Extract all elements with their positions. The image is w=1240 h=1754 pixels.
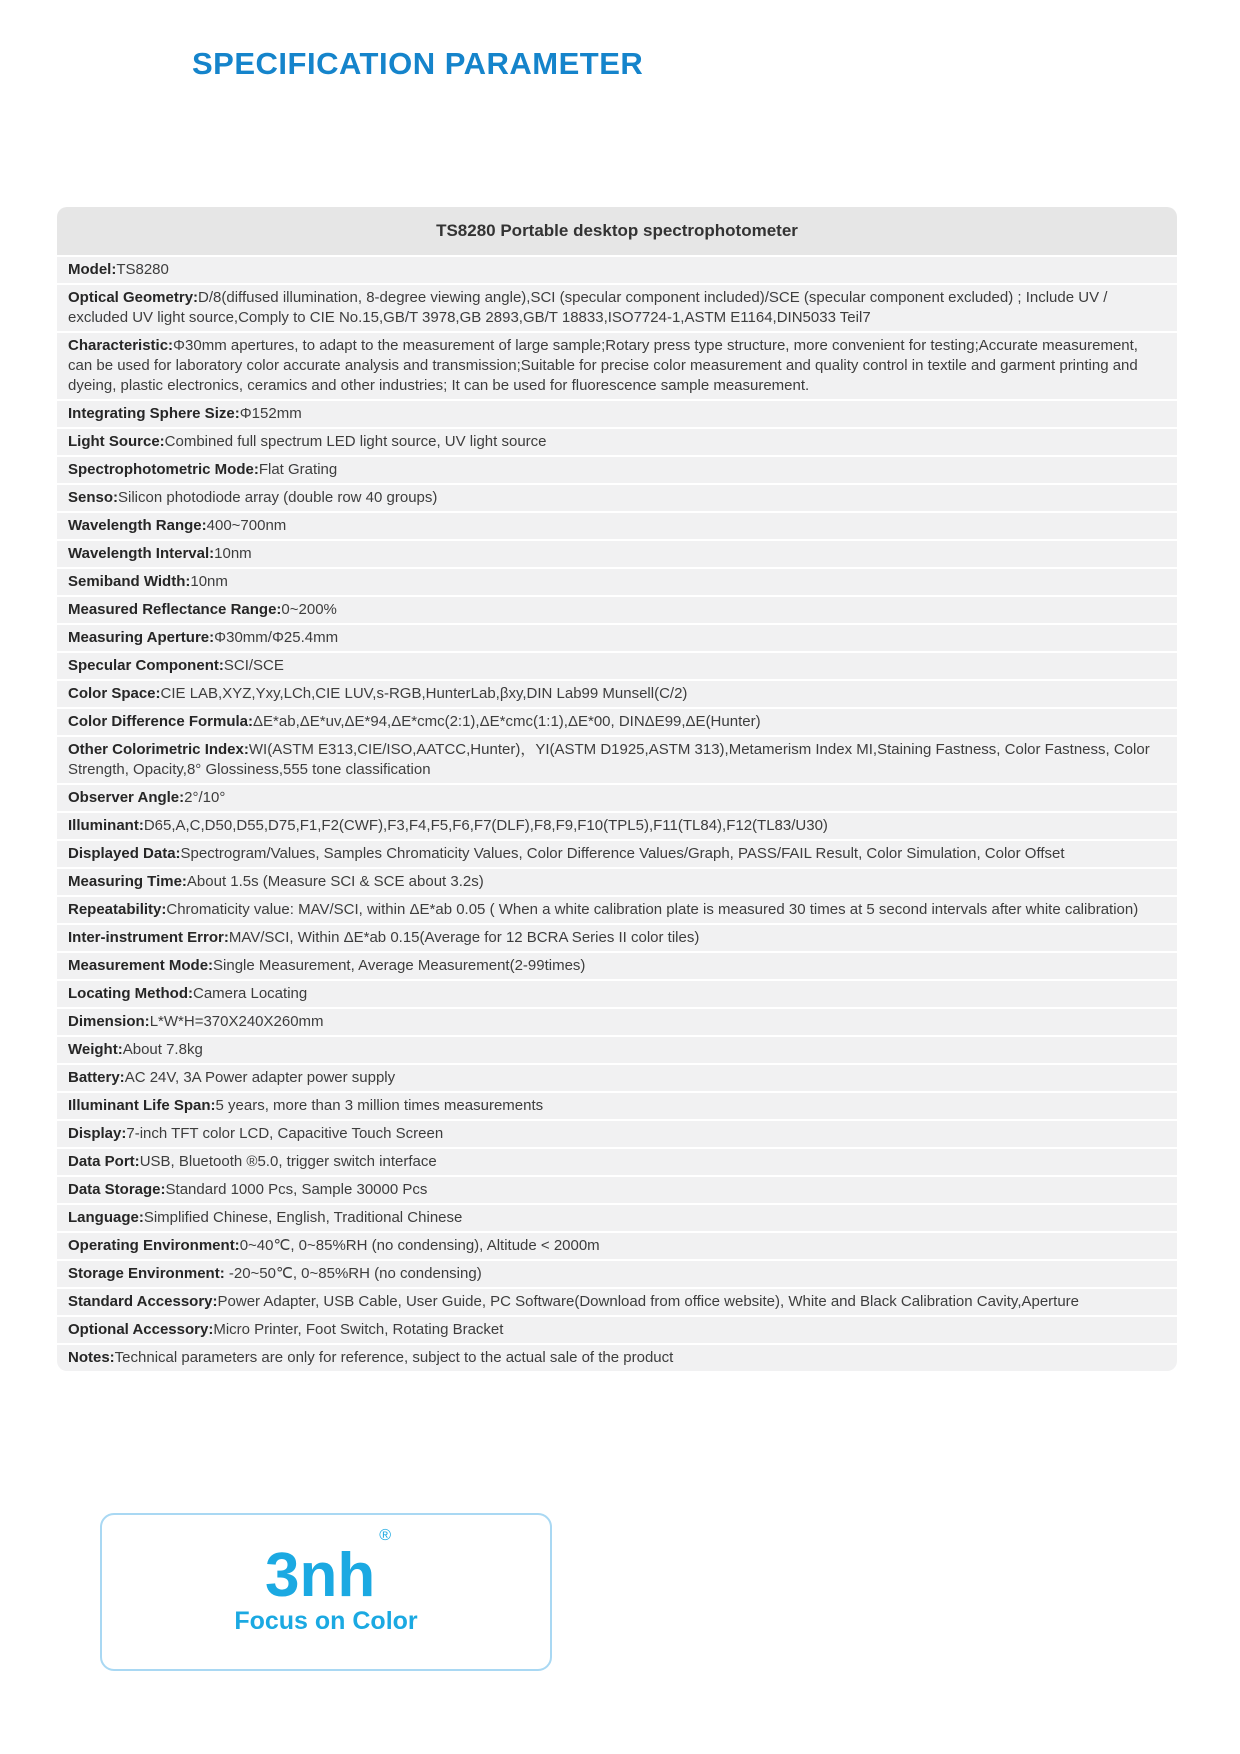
spec-label: Color Space: (68, 685, 161, 702)
spec-label: Wavelength Interval: (68, 545, 215, 562)
spec-table (57, 207, 1177, 1371)
spec-label: Light Source: (68, 433, 165, 450)
table-row (57, 681, 1177, 707)
spec-label: Data Port: (68, 1153, 140, 1170)
spec-value: AC 24V, 3A Power adapter power supply (124, 1069, 396, 1086)
spec-value: Camera Locating (192, 985, 308, 1002)
spec-value: D/8(diffused illumination, 8-degree viewing angle),SCI (specular component included)/SCE (specular component excluded) ; Include UV / excluded UV light source,Comply to CIE No.15,GB/T 3978,GB 2893,GB/T 18833,ISO7724-1,ASTM E1164,DIN5033 Teil7 (68, 289, 1108, 326)
table-row (57, 981, 1177, 1007)
spec-label: Measuring Time: (68, 873, 187, 890)
spec-label: Measurement Mode: (68, 957, 214, 974)
table-row (57, 257, 1177, 283)
spec-value: Φ152mm (239, 405, 302, 422)
spec-value: Standard 1000 Pcs, Sample 30000 Pcs (165, 1181, 428, 1198)
spec-label: Standard Accessory: (68, 1293, 218, 1310)
spec-value: TS8280 (116, 261, 169, 278)
table-row (57, 1009, 1177, 1035)
table-row (57, 653, 1177, 679)
table-row (57, 1093, 1177, 1119)
spec-label: Color Difference Formula: (68, 713, 254, 730)
table-row (57, 333, 1177, 399)
spec-label: Storage Environment: (68, 1265, 225, 1282)
spec-value: Technical parameters are only for reference, subject to the actual sale of the product (114, 1349, 674, 1366)
spec-label: Spectrophotometric Mode: (68, 461, 259, 478)
brand-logo (264, 1527, 392, 1611)
spec-label: Notes: (68, 1349, 115, 1366)
table-row (57, 401, 1177, 427)
table-row (57, 625, 1177, 651)
spec-label: Optical Geometry: (68, 289, 199, 306)
spec-label: Other Colorimetric Index: (68, 741, 249, 758)
spec-label: Measured Reflectance Range: (68, 601, 282, 618)
table-row (57, 285, 1177, 331)
spec-label: Wavelength Range: (68, 517, 207, 534)
table-row (57, 1317, 1177, 1343)
spec-label: Integrating Sphere Size: (68, 405, 240, 422)
table-row (57, 737, 1177, 783)
table-row (57, 841, 1177, 867)
spec-value: 400~700nm (206, 517, 287, 534)
spec-value: ΔE*ab,ΔE*uv,ΔE*94,ΔE*cmc(2:1),ΔE*cmc(1:1),ΔE*00, DINΔE99,ΔE(Hunter) (253, 713, 761, 730)
spec-value: USB, Bluetooth ®5.0, trigger switch interface (139, 1153, 437, 1170)
table-row (57, 785, 1177, 811)
spec-label: Data Storage: (68, 1181, 166, 1198)
table-row (57, 1289, 1177, 1315)
spec-value: 5 years, more than 3 million times measurements (215, 1097, 544, 1114)
table-row (57, 1065, 1177, 1091)
spec-label: Weight: (68, 1041, 123, 1058)
spec-label: Illuminant Life Span: (68, 1097, 216, 1114)
table-row (57, 485, 1177, 511)
table-row (57, 1261, 1177, 1287)
brand-tagline: Focus on Color (234, 1606, 418, 1635)
spec-value: 7-inch TFT color LCD, Capacitive Touch Screen (126, 1125, 444, 1142)
spec-label: Repeatability: (68, 901, 167, 918)
spec-value: Simplified Chinese, English, Traditional Chinese (143, 1209, 463, 1226)
table-row (57, 813, 1177, 839)
spec-value: Φ30mm apertures, to adapt to the measurement of large sample;Rotary press type structure, more convenient for testing;Accurate measurement, can be used for laboratory color accurate analysis and transmission;Suitable for precise color measurement and quality control in textile and garment printing and dyeing, plastic electronics, ceramics and other industries; It can be used for fluorescence sample measurement. (68, 337, 1138, 394)
spec-value: 0~40℃, 0~85%RH (no condensing), Altitude < 2000m (239, 1237, 600, 1254)
spec-value: Micro Printer, Foot Switch, Rotating Bracket (213, 1321, 504, 1338)
spec-label: Language: (68, 1209, 144, 1226)
table-row (57, 1149, 1177, 1175)
table-row (57, 1205, 1177, 1231)
brand-logo-box (100, 1513, 552, 1671)
spec-value: About 7.8kg (122, 1041, 203, 1058)
spec-rows (57, 257, 1177, 1371)
spec-value: Single Measurement, Average Measurement(2-99times) (213, 957, 586, 974)
spec-label: Operating Environment: (68, 1237, 240, 1254)
spec-value: Silicon photodiode array (double row 40 groups) (118, 489, 438, 506)
table-row (57, 597, 1177, 623)
table-row (57, 953, 1177, 979)
page-title: SPECIFICATION PARAMETER (192, 46, 644, 81)
table-row (57, 541, 1177, 567)
brand-name: 3nh (264, 1541, 376, 1611)
spec-label: Specular Component: (68, 657, 224, 674)
spec-label: Illuminant: (68, 817, 144, 834)
spec-value: L*W*H=370X240X260mm (149, 1013, 324, 1030)
spec-value: Spectrogram/Values, Samples Chromaticity Values, Color Difference Values/Graph, PASS/FAIL Result, Color Simulation, Color Offset (180, 845, 1065, 862)
spec-label: Model: (68, 261, 117, 278)
table-row (57, 1121, 1177, 1147)
registered-trademark-icon: ® (379, 1527, 392, 1545)
table-row (57, 925, 1177, 951)
spec-label: Semiband Width: (68, 573, 191, 590)
table-row (57, 1177, 1177, 1203)
spec-label: Senso: (68, 489, 119, 506)
table-row (57, 569, 1177, 595)
table-row (57, 1345, 1177, 1371)
table-row (57, 869, 1177, 895)
spec-value: Power Adapter, USB Cable, User Guide, PC Software(Download from office website), White and Black Calibration Cavity,Aperture (217, 1293, 1080, 1310)
spec-label: Measuring Aperture: (68, 629, 215, 646)
spec-value: MAV/SCI, Within ΔE*ab 0.15(Average for 12 BCRA Series II color tiles) (228, 929, 700, 946)
spec-label: Battery: (68, 1069, 125, 1086)
spec-value: Chromaticity value: MAV/SCI, within ΔE*ab 0.05 ( When a white calibration plate is measured 30 times at 5 second intervals after white calibration) (166, 901, 1139, 918)
spec-value: 10nm (190, 573, 228, 590)
spec-value: 0~200% (281, 601, 337, 618)
spec-value: WI(ASTM E313,CIE/ISO,AATCC,Hunter)，YI(ASTM D1925,ASTM 313),Metamerism Index MI,Staining Fastness, Color Fastness, Color Strength, Opacity,8° Glossiness,555 tone classification (68, 741, 1150, 778)
spec-label: Characteristic: (68, 337, 174, 354)
spec-value: CIE LAB,XYZ,Yxy,LCh,CIE LUV,s-RGB,HunterLab,βxy,DIN Lab99 Munsell(C/2) (160, 685, 688, 702)
spec-value: -20~50℃, 0~85%RH (no condensing) (224, 1265, 482, 1282)
spec-table-header: TS8280 Portable desktop spectrophotometer (57, 207, 1177, 255)
table-row (57, 897, 1177, 923)
spec-label: Optional Accessory: (68, 1321, 214, 1338)
spec-value: Combined full spectrum LED light source, UV light source (164, 433, 547, 450)
spec-label: Dimension: (68, 1013, 150, 1030)
spec-label: Inter-instrument Error: (68, 929, 229, 946)
spec-value: Φ30mm/Φ25.4mm (214, 629, 339, 646)
spec-value: 2°/10° (184, 789, 226, 806)
spec-label: Locating Method: (68, 985, 193, 1002)
spec-label: Displayed Data: (68, 845, 181, 862)
spec-value: Flat Grating (258, 461, 338, 478)
table-row (57, 457, 1177, 483)
spec-label: Display: (68, 1125, 127, 1142)
table-row (57, 429, 1177, 455)
table-row (57, 513, 1177, 539)
table-row (57, 1233, 1177, 1259)
spec-value: D65,A,C,D50,D55,D75,F1,F2(CWF),F3,F4,F5,F6,F7(DLF),F8,F9,F10(TPL5),F11(TL84),F12(TL83/U30) (143, 817, 828, 834)
spec-label: Observer Angle: (68, 789, 185, 806)
table-row (57, 709, 1177, 735)
table-row (57, 1037, 1177, 1063)
spec-value: About 1.5s (Measure SCI & SCE about 3.2s) (186, 873, 484, 890)
spec-value: 10nm (214, 545, 252, 562)
spec-value: SCI/SCE (223, 657, 284, 674)
